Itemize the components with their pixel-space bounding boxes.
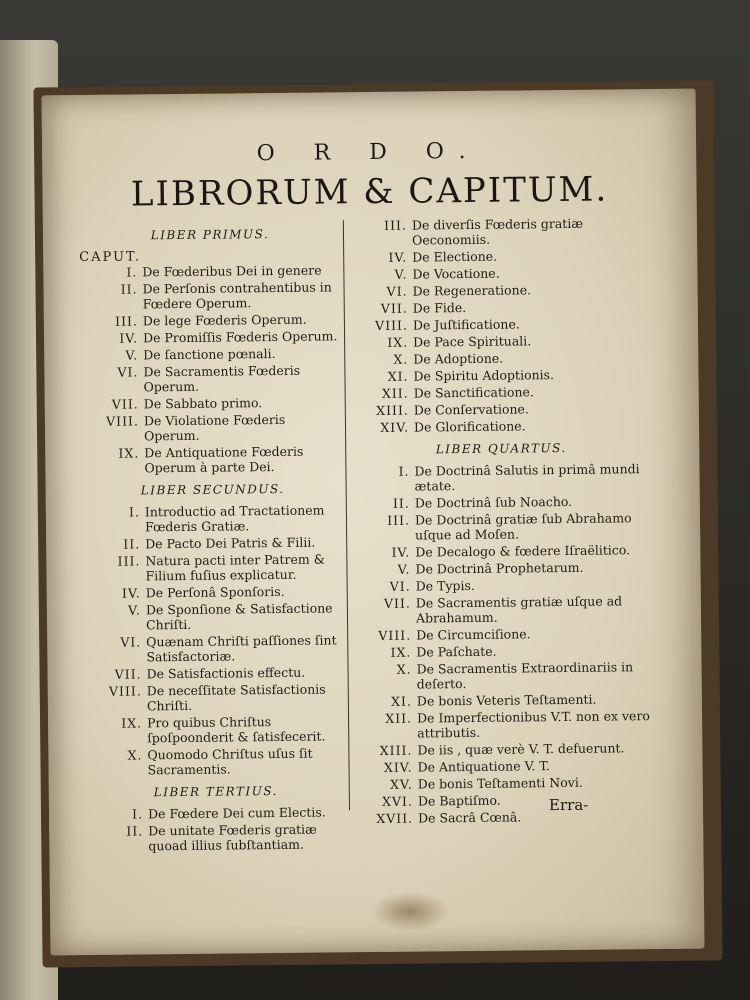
toc-entry [85, 804, 347, 822]
toc-entry [83, 632, 345, 665]
chapter-title: Pro quibus Chriſtus ſpoſpoonderit & ſatisfecerit. [147, 714, 326, 746]
toc-entry [84, 664, 346, 682]
chapter-title: De Violatione Fœderis Operum. [143, 411, 286, 444]
chapter-number: I. [398, 463, 410, 479]
chapter-title: De Sacramentis Fœderis Operum. [143, 362, 301, 395]
toc-entry [80, 345, 342, 363]
page-stain [370, 891, 450, 932]
chapter-title: Quomodo Chriſtus uſus ſit Sacramentis. [147, 745, 313, 778]
toc-entry [350, 298, 650, 316]
chapter-number: II. [120, 281, 138, 297]
chapter-title: De Electione. [412, 248, 498, 265]
chapter-number: X. [393, 351, 409, 367]
chapter-title: De Promiſſis Fœderis Operum. [142, 328, 338, 346]
chapter-title: De Imperfectionibus V.T. non ex vero attributis. [416, 708, 650, 741]
liber-primus-list [79, 262, 343, 476]
chapter-number: VIII. [108, 683, 142, 699]
chapter-number: XI. [390, 693, 412, 709]
chapter-title: De Spiritu Adoptionis. [413, 367, 555, 384]
chapter-number: VII. [380, 300, 408, 316]
toc-entry [353, 576, 653, 594]
toc-entry [352, 542, 652, 560]
chapter-number: VI. [386, 283, 408, 299]
chapter-number: XIV. [383, 759, 413, 775]
chapter-number: VI. [120, 634, 142, 650]
chapter-title: De unitate Fœderis gratiæ quoad illius ſubſtantiam. [148, 821, 317, 854]
chapter-title: De Fide. [412, 300, 467, 316]
chapter-title: De Pacto Dei Patris & Filii. [145, 534, 316, 552]
toc-entry [84, 745, 346, 778]
liber-quartus-heading: LIBER QUARTUS. [435, 440, 567, 457]
toc-entry [80, 328, 342, 346]
toc-entry [82, 551, 344, 584]
liber-secundus-heading: LIBER SECUNDUS. [140, 481, 285, 498]
chapter-title: De Juſtificatione. [412, 316, 520, 333]
chapter-number: V. [394, 266, 408, 282]
chapter-title: De lege Fœderis Operum. [142, 311, 307, 329]
toc-entry [352, 493, 652, 511]
chapter-title: De Paſchate. [416, 643, 497, 660]
toc-entry [354, 691, 654, 709]
toc-entry [82, 502, 344, 535]
chapter-number: VIII. [106, 413, 140, 429]
liber-secundus-list [82, 502, 347, 778]
toc-entry [352, 559, 652, 577]
toc-entry [350, 349, 650, 367]
chapter-title: De bonis Teſtamenti Novi. [417, 774, 583, 792]
chapter-title: De Doctrinâ Prophetarum. [415, 559, 584, 577]
chapter-number: I. [128, 504, 140, 520]
toc-entry [80, 362, 342, 395]
toc-entry [350, 332, 650, 350]
chapter-number: I. [132, 806, 144, 822]
toc-entry [83, 600, 345, 633]
chapter-number: II. [123, 536, 141, 552]
toc-entry [349, 215, 649, 248]
chapter-number: IV. [388, 249, 408, 265]
chapter-number: XIII. [379, 742, 413, 758]
chapter-number: VIII. [375, 317, 409, 333]
chapter-title: De Circumciſione. [416, 626, 531, 643]
toc-entry [84, 681, 346, 714]
chapter-number: VI. [389, 578, 411, 594]
toc-entry [355, 808, 655, 826]
toc-entry [353, 642, 653, 660]
liber-primus-heading: LIBER PRIMUS. [150, 227, 270, 243]
chapter-title: De Baptiſmo. [417, 792, 501, 809]
chapter-number: XIII. [376, 402, 409, 418]
toc-entry [353, 659, 653, 692]
chapter-number: XI. [387, 368, 409, 384]
toc-entry [353, 593, 653, 626]
toc-entry [351, 417, 651, 435]
chapter-title: De diverſis Fœderis gratiæ Oeconomiis. [411, 215, 584, 248]
chapter-title: De iis , quæ verè V. T. defuerunt. [417, 740, 625, 758]
page-heading-ordo: O R D O. [256, 138, 482, 167]
toc-entry [349, 264, 649, 282]
chapter-title: Natura pacti inter Patrem & Filium fuſius explicatur. [145, 551, 325, 584]
chapter-number: III. [387, 512, 411, 528]
book-page [42, 89, 705, 956]
catchword: Erra- [548, 795, 589, 815]
chapter-number: I. [126, 264, 138, 280]
chapter-title: De Perſonâ Sponſoris. [145, 583, 285, 601]
toc-entry [354, 740, 654, 758]
chapter-number: III. [115, 313, 138, 329]
caput-heading: CAPUT. [79, 249, 141, 266]
page-title: LIBRORUM & CAPITUM. [130, 169, 609, 215]
chapter-number: XVI. [382, 793, 414, 809]
chapter-number: VI. [117, 364, 139, 380]
toc-entry [355, 791, 655, 809]
chapter-number: VII. [114, 666, 142, 682]
toc-entry [350, 315, 650, 333]
toc-entry [81, 411, 343, 444]
chapter-title: De neceſſitate Satisfactionis Chriſti. [146, 681, 326, 714]
chapter-title: De Pace Spirituali. [413, 333, 532, 350]
chapter-number: III. [117, 553, 141, 569]
chapter-title: De Adoptione. [413, 350, 504, 367]
chapter-title: De Sabbato primo. [143, 395, 263, 412]
chapter-number: VII. [111, 396, 139, 412]
chapter-title: De Typis. [415, 577, 475, 594]
chapter-title: De Decalogo & fœdere Iſraëlitico. [415, 542, 631, 560]
left-column [79, 218, 348, 856]
chapter-number: V. [128, 602, 141, 618]
chapter-title: De Glorificatione. [413, 418, 526, 435]
right-column [349, 215, 655, 828]
chapter-number: IX. [118, 445, 140, 461]
chapter-title: De Regeneratione. [412, 282, 532, 299]
chapter-title: De bonis Veteris Teſtamenti. [416, 691, 597, 709]
toc-entry [350, 281, 650, 299]
liber-quartus-list [351, 461, 655, 826]
chapter-title: De Perſonis contrahentibus in Fœdere Operum. [142, 279, 332, 312]
chapter-number: V. [397, 561, 411, 577]
chapter-title: Quænam Chriſti paſſiones ſint Satisfactoriæ. [146, 632, 337, 665]
chapter-title: De Sanctificatione. [413, 384, 534, 401]
chapter-title: De Antiquatione V. T. [417, 758, 550, 775]
toc-entry [79, 262, 341, 280]
toc-entry [351, 461, 651, 494]
toc-entry [81, 443, 343, 476]
chapter-number: XVII. [376, 810, 414, 826]
toc-entry [352, 510, 652, 543]
toc-entry [355, 774, 655, 792]
chapter-number: IX. [390, 644, 412, 660]
toc-entry [80, 311, 342, 329]
chapter-title: De Vocatione. [412, 265, 500, 282]
chapter-title: De Satisfactionis effectu. [146, 664, 306, 682]
chapter-number: II. [392, 495, 410, 511]
toc-entry [354, 708, 654, 741]
chapter-number: VIII. [378, 627, 412, 643]
chapter-number: IX. [121, 715, 143, 731]
toc-entry [354, 757, 654, 775]
toc-entry [349, 247, 649, 265]
chapter-number: VII. [383, 595, 411, 611]
chapter-number: XII. [381, 385, 409, 401]
chapter-title: De Doctrinâ gratiæ ſub Abrahamo uſque ad Moſen. [414, 510, 632, 543]
chapter-number: IX. [387, 334, 409, 350]
chapter-title: De Sponſione & Satisfactione Chriſti. [145, 600, 333, 633]
liber-tertius-heading: LIBER TERTIUS. [153, 784, 278, 800]
toc-entry [84, 713, 346, 746]
chapter-title: De Fœdere Dei cum Electis. [147, 804, 326, 822]
toc-entry [79, 279, 341, 312]
chapter-title: De Antiquatione Fœderis Operum à parte Dei. [144, 443, 304, 476]
toc-entry [85, 821, 347, 854]
chapter-title: De Fœderibus Dei in genere [142, 262, 322, 280]
toc-entry [350, 366, 650, 384]
chapter-number: IV. [119, 330, 139, 346]
chapter-number: XV. [389, 776, 413, 792]
toc-entry [351, 400, 651, 418]
chapter-title: De Doctrinâ Salutis in primâ mundi ætate. [414, 461, 640, 494]
chapter-number: X. [127, 747, 143, 763]
chapter-number: XIV. [380, 419, 410, 435]
chapter-title: De Conſervatione. [413, 401, 529, 418]
chapter-title: De Sacramentis gratiæ uſque ad Abrahamum. [415, 593, 623, 626]
toc-entry [83, 583, 345, 601]
toc-entry [353, 625, 653, 643]
chapter-title: De Sacrâ Cœnâ. [418, 809, 522, 826]
chapter-title: Introductio ad Tractationem Fœderis Gratiæ. [144, 502, 325, 535]
chapter-number: III. [384, 217, 407, 233]
chapter-number: X. [396, 661, 412, 677]
liber-tertius-list-left [85, 804, 347, 854]
chapter-title: De ſanctione pœnali. [143, 346, 276, 363]
toc-entry [82, 534, 344, 552]
toc-entry [351, 383, 651, 401]
chapter-title: De Doctrinâ ſub Noacho. [414, 493, 573, 511]
chapter-title: De Sacramentis Extraordinariis in deſerto. [416, 659, 634, 692]
toc-entry [81, 394, 343, 412]
chapter-number: IV. [121, 585, 141, 601]
liber-tertius-list-right [349, 215, 651, 435]
chapter-number: IV. [391, 544, 411, 560]
chapter-number: II. [126, 823, 144, 839]
chapter-number: XII. [385, 710, 413, 726]
chapter-number: V. [125, 347, 139, 363]
